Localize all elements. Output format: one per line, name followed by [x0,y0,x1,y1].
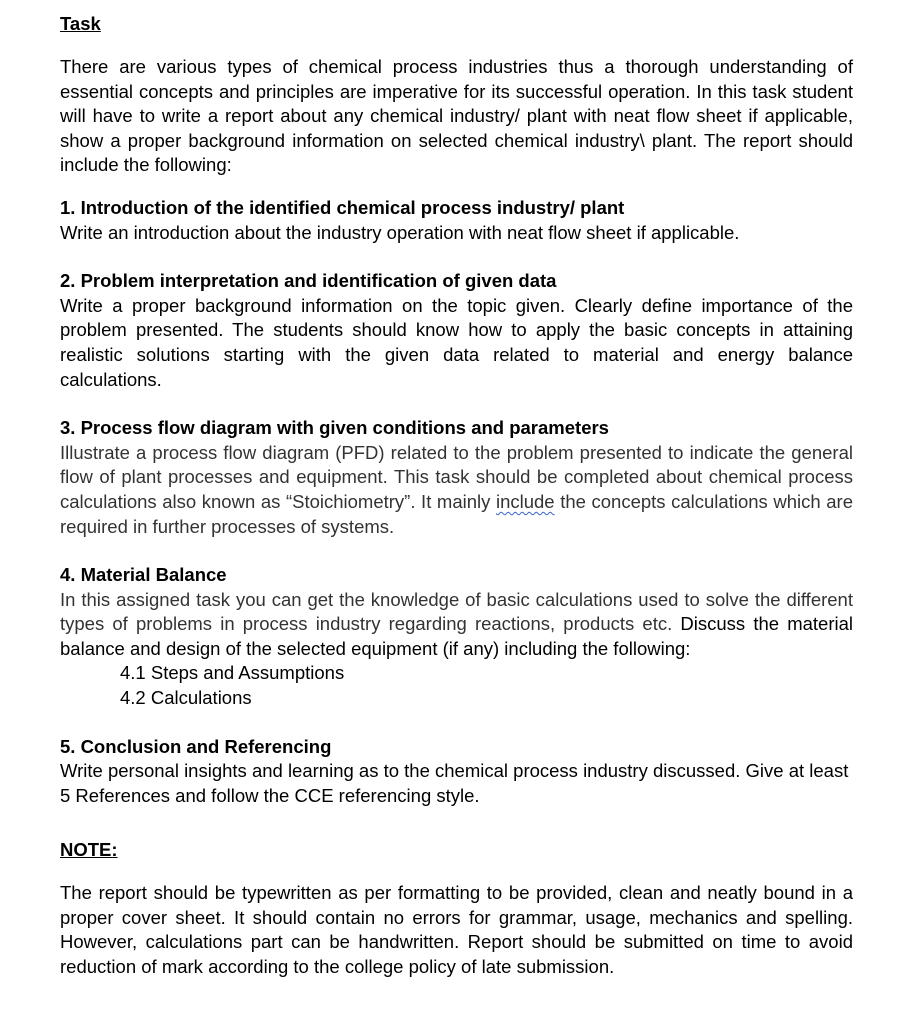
page-title: Task [60,13,101,34]
sub-item: 4.1 Steps and Assumptions [120,662,345,684]
intro-paragraph: There are various types of chemical process industries thus a thorough understanding of essential concepts and principles are imperative for its successful operation. In this task student will have to write a report about any chemical industry/ plant with neat flow sheet if applicable, show a proper background information on selected chemical industry\ plant. The report should include the following: [60,56,853,176]
section-body-text: In this assigned task you can get the knowledge of basic calculations used to solve the different types of problems in process industry regarding reactions, products etc. [60,588,853,635]
section-body: Write personal insights and learning as to the chemical process industry discussed. Give at least 5 References and follow the CCE referencing style. [60,760,849,806]
section-3 [60,416,853,539]
spellcheck-underlined-word: include [495,490,555,512]
section-body [60,588,853,662]
section-5 [60,735,853,809]
section-body-text: the concepts calculations which are required in further processes of systems. [60,490,853,537]
section-1 [60,196,853,245]
document [60,11,853,979]
section-body: Write a proper background information on the topic given. Clearly define importance of the problem presented. The students should know how to apply the basic concepts in attaining realistic solutions starting with the given data related to material and energy balance calculations. [60,294,853,390]
section-body [60,441,853,539]
section-heading: 2. Problem interpretation and identification of given data [60,270,557,292]
sub-item: 4.2 Calculations [120,687,252,709]
section-body-text: Discuss the material balance and design of the selected equipment (if any) including the following: [60,613,853,659]
note-section [60,838,853,979]
section-2 [60,269,853,392]
section-heading: 1. Introduction of the identified chemical process industry/ plant [60,196,625,218]
section-4 [60,563,853,711]
section-heading: 5. Conclusion and Referencing [60,735,332,757]
section-body: Write an introduction about the industry operation with neat flow sheet if applicable. [60,221,740,243]
section-body-text: Illustrate a process flow diagram (PFD) related to the problem presented to indicate the general flow of plant processes and equipment. This task should be completed about chemical process calculations also known as “Stoichiometry”. It mainly [60,441,853,512]
section-heading: 3. Process flow diagram with given conditions and parameters [60,417,609,439]
note-body: The report should be typewritten as per formatting to be provided, clean and neatly bound in a proper cover sheet. It should contain no errors for grammar, usage, mechanics and spelling. However, calculations part can be handwritten. Report should be submitted on time to avoid reduction of mark according to the college policy of late submission. [60,882,853,977]
note-title: NOTE: [60,839,118,861]
section-heading: 4. Material Balance [60,564,227,586]
